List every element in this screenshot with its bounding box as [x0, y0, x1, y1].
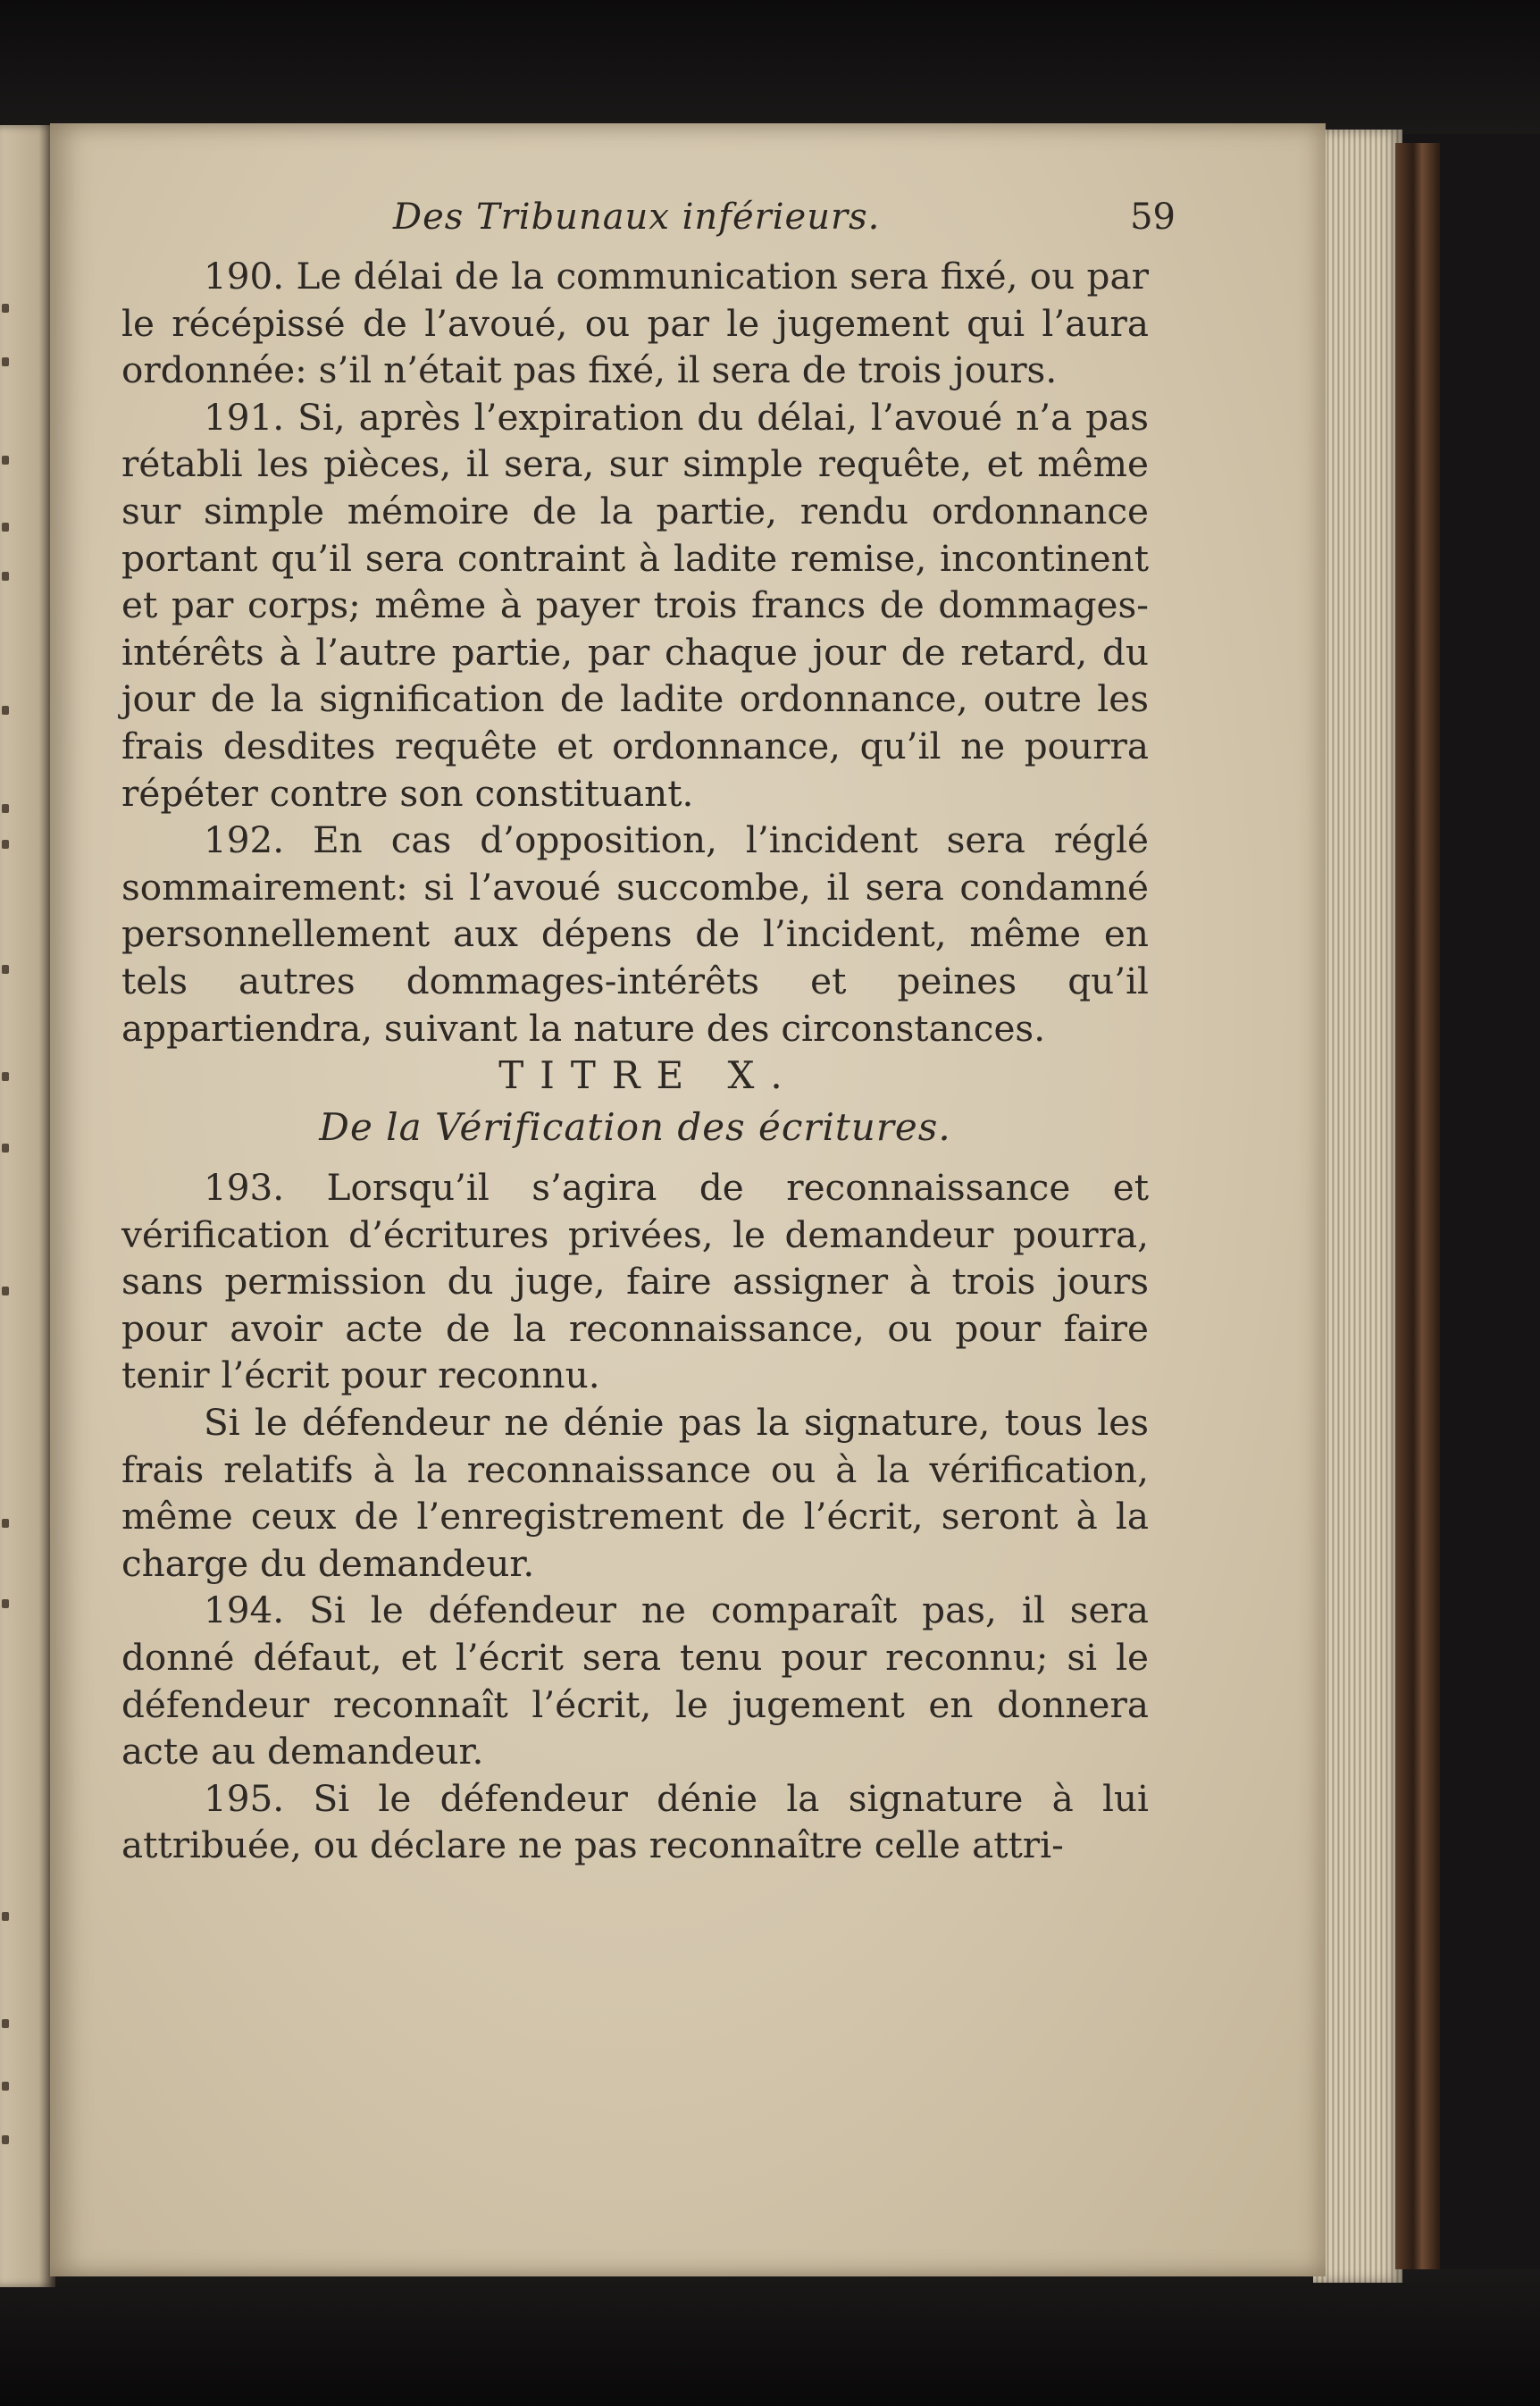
article-190: 190. Le délai de la communication sera fixé, ou par le récépissé de l’avoué, ou par le jugement qui l’aura ordonnée: s’il n’était pas fixé, il sera de trois jours. [121, 255, 1149, 392]
facing-page-edge [0, 125, 55, 2287]
article-194: 194. Si le défendeur ne comparaît pas, il sera donné défaut, et l’écrit sera tenu pour reconnu; si le défendeur reconnaît l’écrit, le jugement en donnera acte au demandeur. [121, 1589, 1149, 1773]
running-head [393, 197, 1197, 250]
dark-background-top [0, 0, 1540, 134]
article-192: 192. En cas d’opposition, l’incident sera réglé sommairement: si l’avoué succombe, il sera condamné personnellement aux dépens de l’incident, même en tels autres dommages-intérêts et peines qu’il appartiendra, suivant la nature des circonstances. [121, 818, 1149, 1050]
dark-background-bottom [0, 2269, 1540, 2406]
title-heading: TITRE X. [498, 1053, 799, 1098]
running-title: Des Tribunaux inférieurs. [393, 197, 881, 238]
page-number: 59 [1130, 197, 1176, 238]
page-text [121, 253, 1149, 1869]
book-cover-edge [1395, 143, 1440, 2269]
article-191: 191. Si, après l’expiration du délai, l’avoué n’a pas rétabli les pièces, il sera, sur simple requête, et même sur simple mémoire de la partie, rendu ordonnance portant qu’il sera contraint à ladite remise, incontinent et par corps; même à payer trois francs de dommages-intérêts à l’autre partie, par chaque jour de retard, du jour de la signification de ladite ordonnance, outre les frais desdites requête et ordonnance, qu’il ne pourra répéter contre son constituant. [121, 395, 1149, 815]
article-193: 193. Lorsqu’il s’agira de reconnaissance et vérification d’écritures privées, le demandeur pourra, sans permission du juge, faire assigner à trois jours pour avoir acte de la reconnaissance, ou pour faire tenir l’écrit pour reconnu. [121, 1166, 1149, 1397]
title-subheading: De la Vérification des écritures. [319, 1105, 951, 1150]
page-edges [1313, 130, 1402, 2283]
article-193-continued: Si le défendeur ne dénie pas la signature, tous les frais relatifs à la reconnaissance ou à la vérification, même ceux de l’enregistrement de l’écrit, seront à la charge du demandeur. [121, 1401, 1149, 1585]
article-195: 195. Si le défendeur dénie la signature à lui attribuée, ou déclare ne pas reconnaître celle attri- [121, 1776, 1149, 1867]
